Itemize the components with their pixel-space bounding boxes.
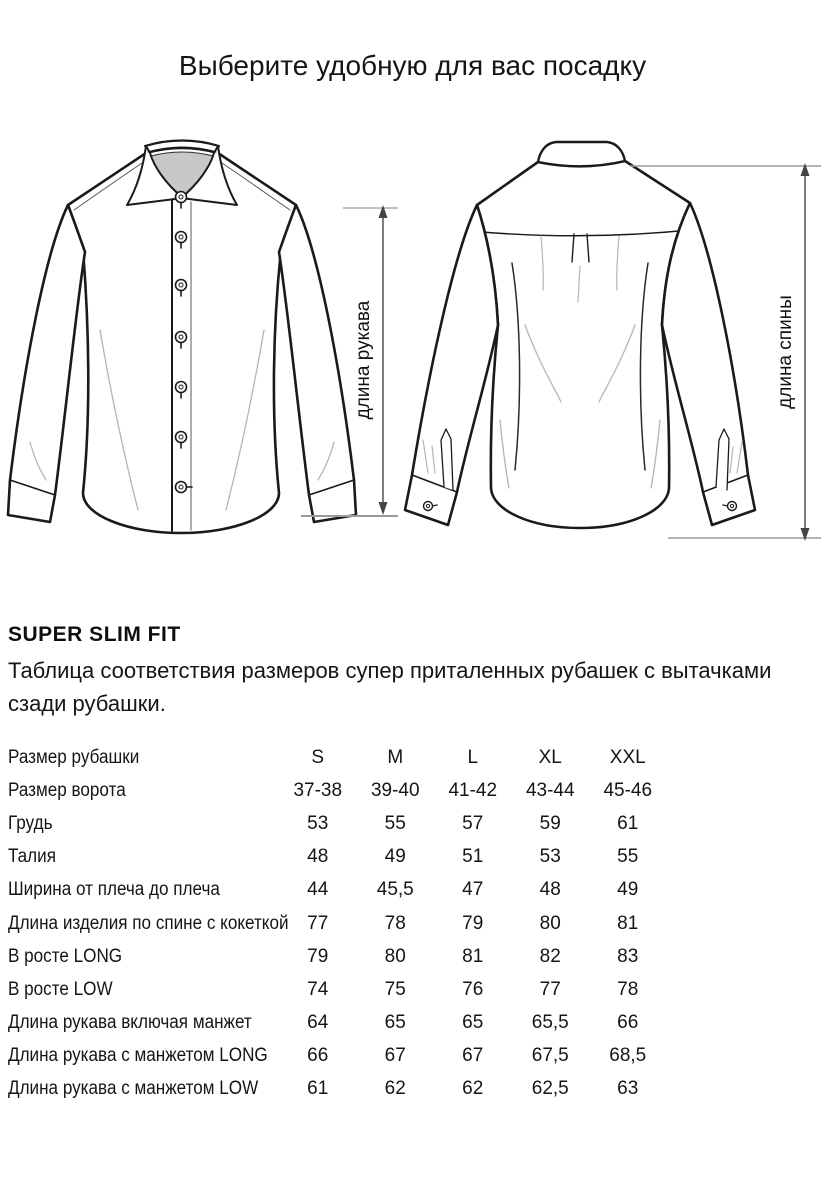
row-value: 41-42 [448,779,498,801]
row-value: 83 [617,945,639,967]
arrow-down-icon [379,502,388,515]
row-value: 68,5 [609,1045,647,1067]
row-value: 65 [384,1012,406,1034]
row-label: Длина рукава включая манжет [8,1012,252,1034]
page-title: Выберите удобную для вас посадку [178,50,647,81]
row-value: XXL [609,746,646,768]
row-value: 66 [617,1012,639,1034]
row-value: 79 [307,945,329,967]
row-label: Размер ворота [8,779,126,801]
row-value: XL [538,746,562,768]
row-value: 49 [384,846,406,868]
row-value: S [311,746,325,768]
row-value: 45,5 [376,879,414,901]
row-label: Длина рукава с манжетом LONG [8,1045,268,1067]
row-value: 65,5 [531,1012,569,1034]
row-value: 61 [617,812,639,834]
row-value: 55 [617,846,639,868]
shirt-diagrams [0,110,825,580]
row-value: 53 [539,846,561,868]
row-value: 37-38 [293,779,343,801]
row-value: 81 [617,912,639,934]
row-value: 65 [462,1012,484,1034]
row-value: 80 [384,945,406,967]
row-label: Грудь [8,812,53,834]
row-value: 62 [462,1078,484,1100]
size-table [8,741,667,1106]
fit-heading: SUPER SLIM FIT [8,623,181,646]
row-value: 45-46 [603,779,653,801]
row-value: 62 [384,1078,406,1100]
row-value: 66 [307,1045,329,1067]
row-value: 74 [307,978,329,1000]
row-value: L [467,746,479,768]
row-value: 47 [462,879,484,901]
row-value: 79 [462,912,484,934]
row-value: 51 [462,846,484,868]
row-value: 78 [384,912,406,934]
shirt-back-drawing [405,142,755,528]
arrow-up-icon [379,205,388,218]
row-value: 67 [462,1045,484,1067]
row-value: 44 [307,879,329,901]
row-value: 80 [539,912,561,934]
row-label: В росте LONG [8,945,123,967]
row-value: 62,5 [531,1078,569,1100]
row-value: 39-40 [370,779,420,801]
row-value: 78 [617,978,639,1000]
row-value: 64 [307,1012,329,1034]
row-value: 76 [462,978,484,1000]
row-value: 75 [384,978,406,1000]
arrow-up-icon [801,163,810,176]
row-value: 67,5 [531,1045,569,1067]
row-label: Длина рукава с манжетом LOW [8,1078,259,1100]
row-label: В росте LOW [8,978,113,1000]
row-value: 77 [307,912,329,934]
row-value: 49 [617,879,639,901]
back-length-label: длина спины [775,295,797,409]
arrow-down-icon [801,528,810,541]
row-value: 82 [539,945,561,967]
row-value: 59 [539,812,561,834]
row-value: 48 [539,879,561,901]
row-value: 63 [617,1078,639,1100]
row-value: 81 [462,945,484,967]
row-value: 67 [384,1045,406,1067]
row-value: 43-44 [525,779,575,801]
fit-description: Таблица соответствия размеров супер приталенных рубашек с вытачками сзади рубашки. [8,658,772,716]
row-value: 57 [462,812,484,834]
row-value: 55 [384,812,406,834]
row-label: Размер рубашки [8,746,140,768]
shirt-front-drawing [8,141,356,534]
row-label: Длина изделия по спине с кокеткой [8,912,289,934]
row-label: Ширина от плеча до плеча [8,879,220,901]
row-value: 77 [539,978,561,1000]
sleeve-length-label: длина рукава [353,300,375,420]
row-label: Талия [8,846,56,868]
row-value: 48 [307,846,329,868]
row-value: M [387,746,404,768]
row-value: 61 [307,1078,329,1100]
row-value: 53 [307,812,329,834]
